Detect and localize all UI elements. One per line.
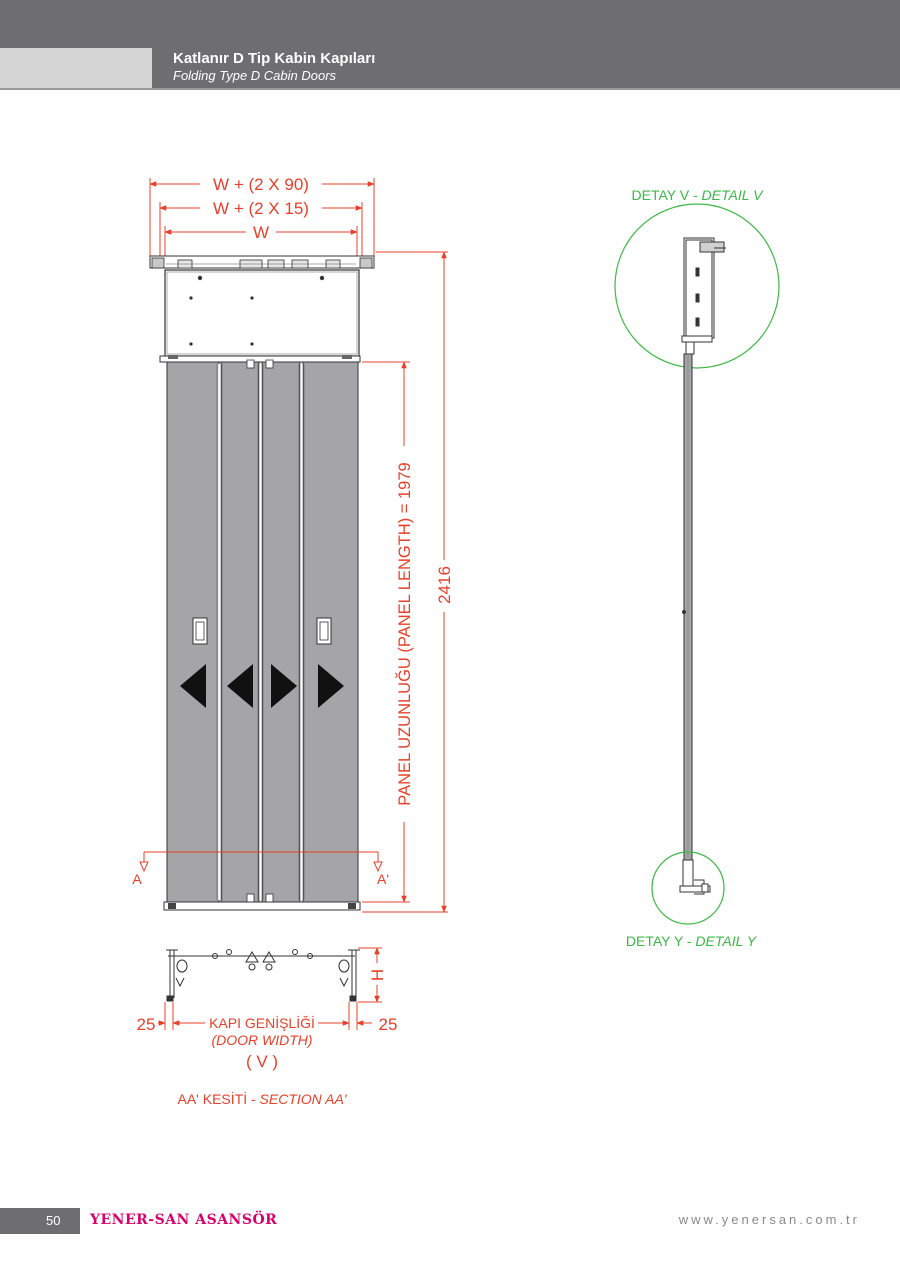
detail-y-tr: DETAY Y - xyxy=(625,933,696,949)
page-subtitle: Folding Type D Cabin Doors xyxy=(173,68,337,83)
door-width-label-en: (DOOR WIDTH) xyxy=(211,1032,313,1048)
section-mark-a: A xyxy=(132,871,142,887)
page-title: Katlanır D Tip Kabin Kapıları xyxy=(173,50,376,67)
door-width-label-tr: KAPI GENİŞLİĞİ xyxy=(209,1015,315,1031)
side-view xyxy=(680,238,726,894)
dim-panel-length: PANEL UZUNLUĞU (PANEL LENGTH) = 1979 xyxy=(396,462,414,806)
door-elevation xyxy=(150,256,374,910)
dim-h: H xyxy=(368,968,387,982)
section-caption xyxy=(178,1090,348,1107)
detail-v-en: DETAIL V xyxy=(701,187,763,203)
detail-v-caption xyxy=(632,187,765,203)
page-number: 50 xyxy=(46,1213,61,1228)
door-width-symbol: ( V ) xyxy=(245,1052,279,1071)
dim-w-plus-2x90: W + (2 X 90) xyxy=(213,175,309,194)
detail-y-en: DETAIL Y xyxy=(695,933,757,949)
dim-25-left: 25 xyxy=(136,1015,156,1034)
dim-total-height: 2416 xyxy=(435,566,454,604)
dim-w: W xyxy=(252,223,270,242)
section-mark-a-prime: A' xyxy=(376,871,390,887)
detail-y-caption xyxy=(626,933,758,949)
dim-25-right: 25 xyxy=(378,1015,398,1034)
footer-bar xyxy=(0,1208,80,1234)
detail-v-tr: DETAY V - xyxy=(631,187,702,203)
website-url[interactable]: www.yenersan.com.tr xyxy=(678,1212,860,1227)
section-caption-en: SECTION AA' xyxy=(259,1091,347,1107)
section-caption-tr: AA' KESİTİ - xyxy=(177,1091,260,1107)
brand-name: YENER-SAN ASANSÖR xyxy=(90,1212,278,1228)
dim-w-plus-2x15: W + (2 X 15) xyxy=(213,199,309,218)
section-aa-drawing xyxy=(166,950,360,1002)
